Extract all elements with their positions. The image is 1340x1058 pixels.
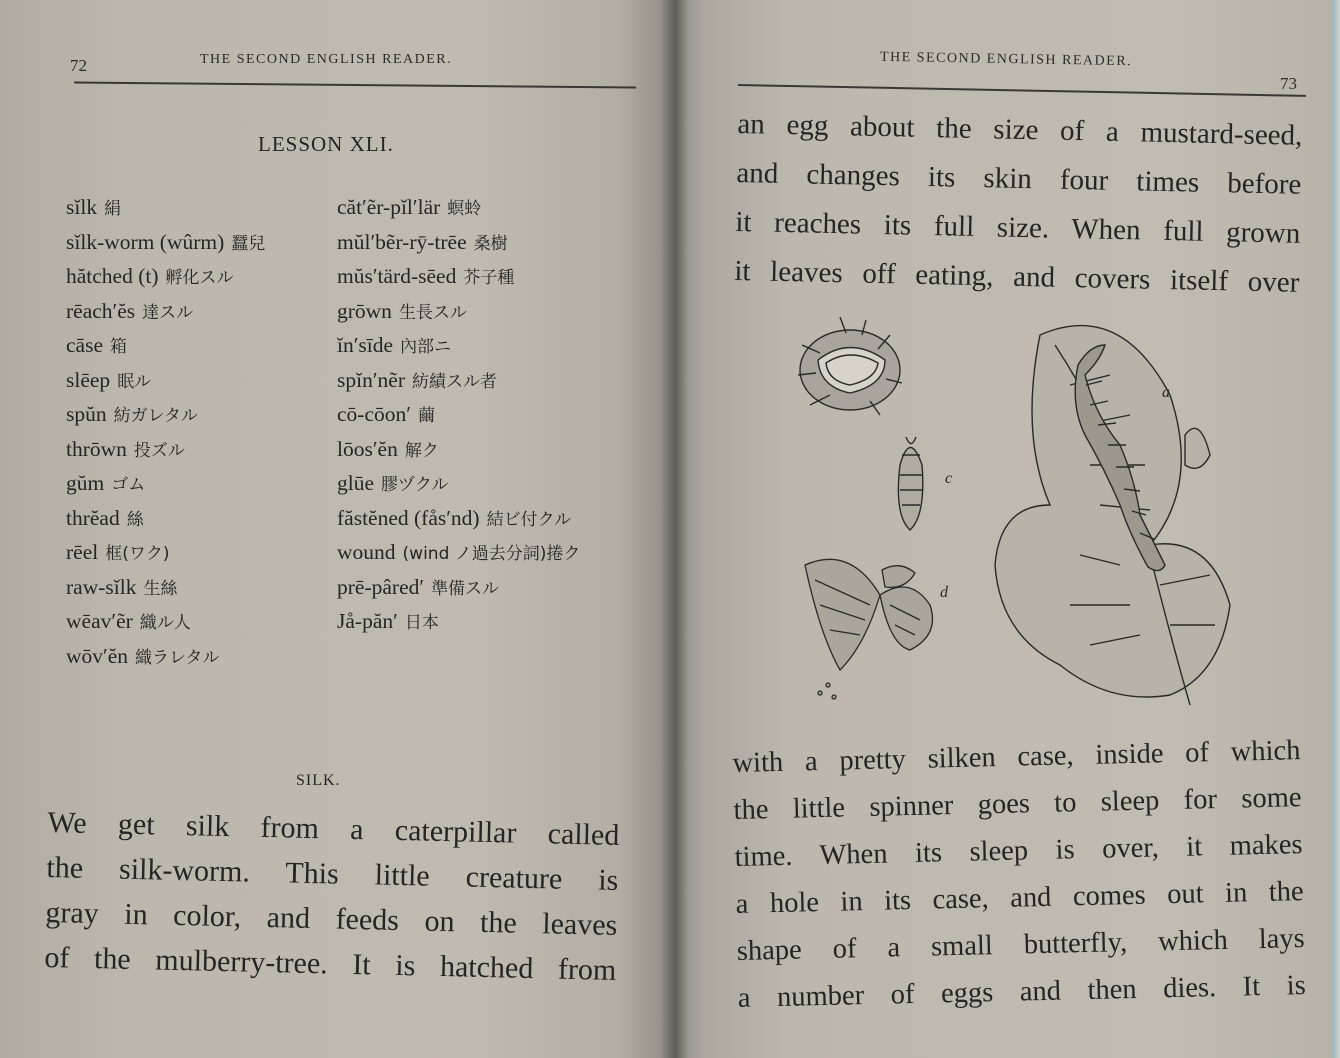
cocoon-drawing: [798, 317, 902, 415]
body-line: a hole in its case, and comes out in the: [735, 876, 1304, 920]
left-header-rule: [74, 82, 636, 89]
vocab-word: thrĕad: [66, 505, 120, 530]
vocab-entry: [66, 432, 265, 467]
vocab-entry: [337, 570, 580, 605]
vocab-gloss: 芥子種: [463, 268, 515, 288]
vocab-entry: [337, 225, 580, 260]
lesson-title: LESSON XLI.: [258, 132, 394, 156]
vocab-word: rēel: [66, 540, 99, 564]
vocab-gloss: 框(ワク): [105, 544, 170, 564]
vocab-word: sĭlk: [66, 195, 98, 219]
vocab-gloss: 繭: [417, 406, 435, 426]
vocab-entry: [337, 363, 580, 398]
vocab-entry: [66, 570, 265, 605]
vocab-entry: [337, 535, 580, 570]
vocab-gloss: 投ズル: [133, 440, 185, 461]
vocab-word: cō-cōon′: [337, 402, 411, 426]
body-line: time. When its sleep is over, it makes: [734, 829, 1303, 873]
body-line: it reaches its full size. When full grown: [735, 205, 1301, 250]
vocab-entry: [66, 604, 265, 639]
vocab-gloss: 孵化スル: [165, 268, 234, 288]
vocab-word: prē-pâred′: [337, 574, 425, 599]
body-line: and changes its skin four times before: [736, 156, 1302, 201]
vocab-gloss: 達スル: [142, 302, 194, 323]
body-line: gray in color, and feeds on the leaves: [45, 895, 618, 942]
vocab-entry: [337, 432, 580, 467]
vocab-entry: [337, 604, 580, 639]
vocab-entry: [337, 294, 580, 329]
vocab-word: mŭl′bẽr-rȳ-trēe: [337, 229, 467, 254]
figure-label-c: c: [945, 470, 953, 487]
figure-label-a: a: [1162, 384, 1170, 401]
vocab-entry: [66, 501, 265, 536]
vocab-word: făstĕned (fås′nd): [337, 505, 480, 530]
book-gutter: [660, 0, 688, 1058]
vocab-gloss: 絹: [104, 199, 122, 219]
vocab-word: wōv′ĕn: [66, 643, 129, 668]
vocab-word: sĭlk-worm (wûrm): [66, 229, 225, 254]
vocab-word: mŭs′tärd-sēed: [337, 264, 457, 288]
moth-drawing: [805, 559, 933, 699]
vocab-entry: [337, 328, 580, 363]
vocab-entry: [66, 363, 265, 398]
vocab-entry: [337, 259, 580, 294]
figure-label-d: d: [940, 584, 948, 601]
vocab-word: grōwn: [337, 298, 392, 323]
vocab-word: spĭn′nẽr: [337, 367, 405, 392]
vocab-gloss: 日本: [404, 613, 439, 633]
page-edge: [1332, 0, 1340, 1058]
vocab-gloss: 織ラレタル: [135, 647, 220, 668]
right-body-bottom: [732, 727, 1306, 1022]
vocab-word: gŭm: [66, 471, 105, 495]
vocab-entry: [66, 397, 265, 432]
left-body-text: [44, 800, 620, 993]
body-line: with a pretty silken case, inside of which: [732, 735, 1301, 779]
vocab-entry: [66, 259, 265, 294]
vocab-word: raw-sĭlk: [66, 574, 137, 599]
vocab-word: lōos′ĕn: [337, 436, 398, 461]
vocab-word: thrōwn: [66, 436, 127, 461]
vocab-gloss: 箱: [110, 337, 127, 357]
vocab-gloss: 絲: [126, 509, 144, 530]
vocab-gloss: 生絲: [143, 578, 178, 599]
vocab-gloss: 織ル人: [139, 613, 191, 633]
vocab-gloss: 紡績スル者: [412, 371, 497, 392]
body-line: a number of eggs and then dies. It is: [737, 970, 1307, 1014]
vocab-gloss: 結ビ付クル: [486, 509, 572, 530]
right-running-head: THE SECOND ENGLISH READER.: [879, 49, 1133, 70]
vocab-word: Jå-păn′: [337, 609, 398, 633]
vocab-word: căt′ẽr-pĭl′lär: [337, 195, 441, 219]
vocab-gloss: 內部ニ: [400, 337, 452, 357]
vocab-gloss: 解ク: [404, 440, 439, 461]
vocab-word: glūe: [337, 471, 375, 495]
vocab-gloss: 生長スル: [398, 302, 467, 323]
body-line: of the mulberry-tree. It is hatched from: [44, 940, 617, 987]
vocab-gloss: 螟蛉: [447, 199, 482, 219]
vocab-gloss: ゴム: [111, 475, 146, 495]
vocab-entry: [66, 294, 265, 329]
body-line: an egg about the size of a mustard-seed,: [737, 107, 1303, 152]
vocab-gloss: (wind ノ過去分詞)捲ク: [402, 544, 581, 564]
vocab-entry: [337, 466, 580, 501]
body-line: it leaves off eating, and covers itself over: [734, 254, 1300, 299]
vocab-word: spŭn: [66, 402, 107, 426]
vocab-word: rēach′ĕs: [66, 298, 136, 323]
left-running-head: THE SECOND ENGLISH READER.: [200, 52, 453, 67]
vocab-entry: [66, 190, 265, 225]
vocab-entry: [66, 535, 265, 570]
right-page-number: 73: [1280, 74, 1297, 93]
pupa-drawing: [898, 437, 922, 530]
vocab-entry: [337, 501, 580, 536]
vocab-entry: [337, 190, 580, 225]
vocab-word: cāse: [66, 333, 103, 357]
vocab-gloss: 膠ヅクル: [381, 475, 449, 495]
vocab-entry: [66, 639, 265, 674]
vocab-column-2: [337, 190, 580, 639]
body-line: shape of a small butterfly, which lays: [736, 923, 1306, 967]
vocab-column-1: [66, 190, 265, 673]
vocab-gloss: 紡ガレタル: [113, 406, 198, 426]
silkworm-lifecycle-illustration: [790, 305, 1260, 725]
vocab-gloss: 準備スル: [431, 578, 500, 599]
body-line: We get silk from a caterpillar called: [47, 805, 620, 852]
vocab-word: wēav′ẽr: [66, 609, 133, 633]
vocab-entry: [337, 397, 580, 432]
right-body-top: [734, 100, 1303, 308]
vocab-word: hătched (t): [66, 264, 159, 288]
vocab-word: ĭn′sīde: [337, 333, 394, 357]
vocab-gloss: 蠶兒: [231, 233, 266, 254]
vocab-entry: [66, 225, 265, 260]
mulberry-leaf-drawing: [995, 326, 1230, 705]
vocab-entry: [66, 466, 265, 501]
vocab-word: slēep: [66, 367, 111, 392]
vocab-gloss: 桑樹: [473, 233, 508, 254]
left-page-number: 72: [70, 56, 87, 75]
vocab-entry: [66, 328, 265, 363]
body-line: the silk-worm. This little creature is: [46, 850, 619, 897]
section-title: SILK.: [296, 772, 341, 789]
vocab-gloss: 眠ル: [117, 371, 152, 392]
body-line: the little spinner goes to sleep for some: [733, 782, 1302, 826]
vocab-word: wound: [337, 540, 396, 564]
